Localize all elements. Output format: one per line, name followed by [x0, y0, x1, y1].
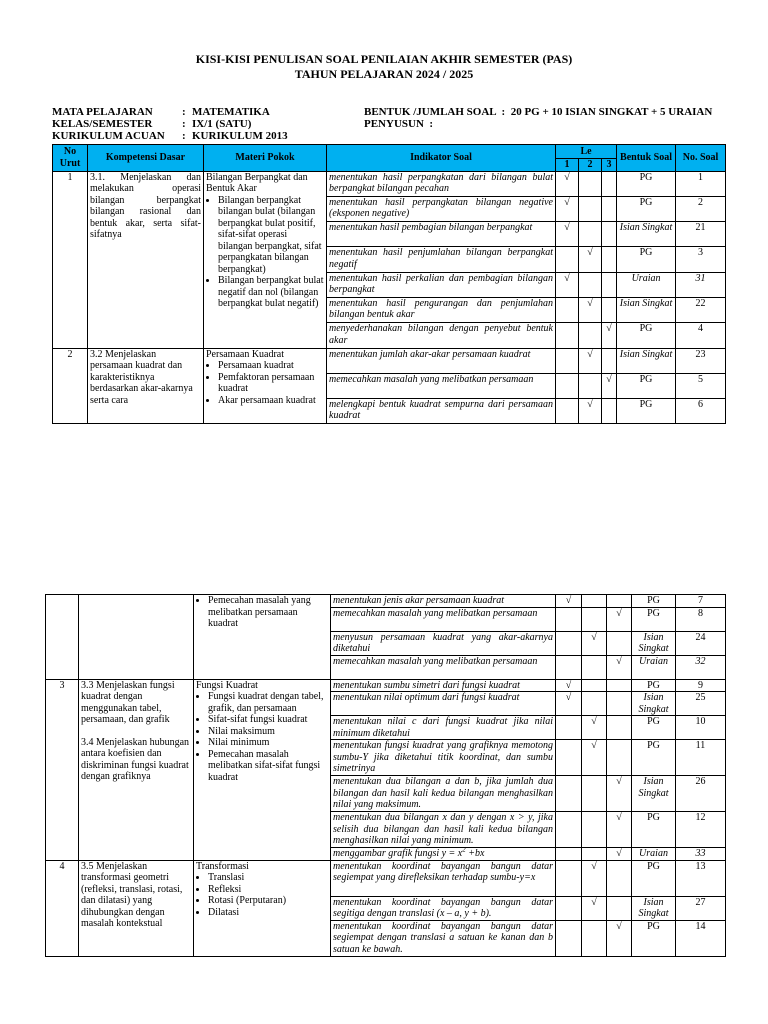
level-2-check	[582, 679, 607, 692]
level-2-check: √	[579, 297, 602, 322]
bentuk-soal: PG	[632, 679, 676, 692]
level-1-check	[556, 776, 582, 812]
level-1-check	[556, 607, 582, 631]
materi-item: • Nilai minimum	[208, 737, 328, 749]
indikator-soal: menentukan koordinat bayangan bangun datar segiempat yang direfleksikan terhadap sumbu-y=x	[331, 860, 556, 896]
level-1-check	[556, 740, 582, 776]
level-1-check	[556, 896, 582, 920]
level-2-check	[579, 373, 602, 398]
level-3-check	[607, 692, 632, 716]
meta-kelas: KELAS/SEMESTER : IX/1 (SATU)	[52, 118, 252, 130]
level-2-check	[582, 595, 607, 608]
bentuk-soal: Isian Singkat	[617, 348, 676, 373]
meta-bentuk: BENTUK /JUMLAH SOAL : 20 PG + 10 ISIAN SINGKAT + 5 URAIAN	[364, 106, 713, 118]
materi-item: • Fungsi kuadrat dengan tabel, grafik, dan persamaan	[208, 691, 328, 714]
table-row	[53, 171, 726, 196]
materi-item: • Pemecahan masalah yang melibatkan persamaan kuadrat	[208, 595, 328, 630]
bentuk-soal: Isian Singkat	[632, 776, 676, 812]
level-1-check: √	[556, 595, 582, 608]
bentuk-soal: PG	[632, 812, 676, 848]
bentuk-soal: PG	[617, 171, 676, 196]
level-2-check: √	[582, 631, 607, 655]
bentuk-soal: Uraian	[632, 848, 676, 861]
bentuk-soal: Uraian	[632, 655, 676, 679]
level-2-check	[579, 196, 602, 221]
header-kompetensi: Kompetensi Dasar	[88, 145, 204, 172]
level-1-check	[556, 655, 582, 679]
nomor-soal: 7	[676, 595, 726, 608]
level-3-check: √	[607, 655, 632, 679]
level-3-check: √	[602, 323, 617, 348]
level-2-check: √	[579, 348, 602, 373]
nomor-soal: 26	[676, 776, 726, 812]
level-1-check	[556, 812, 582, 848]
level-3-check	[602, 222, 617, 247]
level-1-check	[556, 297, 579, 322]
nomor-soal: 11	[676, 740, 726, 776]
materi-pokok: Fungsi Kuadrat • Fungsi kuadrat dengan tabel, grafik, dan persamaan • Sifat-sifat fungsi kuadrat • Nilai maksimum • Nilai minimum • Pemecahan masalah melibatkan sifat-sifat fungsi kuadrat	[194, 679, 331, 860]
materi-item: • Sifat-sifat fungsi kuadrat	[208, 714, 328, 726]
nomor-soal: 32	[676, 655, 726, 679]
header-level-3: 3	[602, 159, 617, 172]
nomor-soal: 14	[676, 920, 726, 956]
level-1-check: √	[556, 196, 579, 221]
level-3-check	[607, 896, 632, 920]
bentuk-soal: Isian Singkat	[617, 297, 676, 322]
kisi-kisi-table-page2	[45, 594, 726, 957]
nomor-soal: 24	[676, 631, 726, 655]
bentuk-soal: PG	[632, 920, 676, 956]
nomor-soal: 31	[676, 272, 726, 297]
level-2-check: √	[582, 860, 607, 896]
indikator-soal: menentukan hasil pembagian bilangan berpangkat	[327, 222, 556, 247]
level-2-check	[582, 776, 607, 812]
indikator-soal: menentukan koordinat bayangan bangun datar segitiga dengan translasi (x – a, y + b).	[331, 896, 556, 920]
level-2-check	[579, 323, 602, 348]
materi-pokok: Transformasi • Translasi • Refleksi • Rotasi (Perputaran) • Dilatasi	[194, 860, 331, 956]
level-2-check	[579, 171, 602, 196]
row-number: 2	[53, 348, 88, 423]
kisi-kisi-table-page1	[52, 144, 726, 424]
nomor-soal: 25	[676, 692, 726, 716]
level-3-check	[602, 398, 617, 423]
level-2-check: √	[579, 398, 602, 423]
kompetensi-3-3: 3.3 Menjelaskan fungsi kuadrat dengan menggunakan tabel, persamaan, dan grafik	[81, 679, 175, 725]
materi-item: • Bilangan berpangkat bilangan bulat (bilangan berpangkat bulat positif, sifat-sifat operasi bilangan berpangkat, sifat perpangkatan bilangan berpangkat)	[218, 195, 324, 276]
indikator-soal: menggambar grafik fungsi $y = x^2 +bx$	[331, 848, 556, 861]
nomor-soal: 23	[676, 348, 726, 373]
level-2-check: √	[582, 740, 607, 776]
level-3-check: √	[607, 848, 632, 861]
level-2-check	[582, 607, 607, 631]
kompetensi-dasar: 3.2 Menjelaskan persamaan kuadrat dan karakteristiknya berdasarkan akar-akarnya serta cara	[88, 348, 204, 423]
table-row	[53, 348, 726, 373]
header-materi: Materi Pokok	[204, 145, 327, 172]
document-title: KISI-KISI PENULISAN SOAL PENILAIAN AKHIR SEMESTER (PAS)	[195, 52, 573, 66]
level-2-check: √	[579, 247, 602, 272]
bentuk-soal: Isian Singkat	[632, 896, 676, 920]
indikator-soal: menentukan hasil perpangkatan bilangan negative (eksponen negative)	[327, 196, 556, 221]
nomor-soal: 8	[676, 607, 726, 631]
materi-item: • Dilatasi	[208, 907, 328, 919]
level-3-check	[602, 272, 617, 297]
nomor-soal: 6	[676, 398, 726, 423]
header-level-2: 2	[579, 159, 602, 172]
bentuk-soal: Uraian	[617, 272, 676, 297]
indikator-soal: menentukan nilai c dari fungsi kuadrat jika nilai minimum diketahui	[331, 716, 556, 740]
materi-item: • Persamaan kuadrat	[218, 360, 324, 372]
table-row	[46, 595, 726, 608]
nomor-soal: 13	[676, 860, 726, 896]
indikator-soal: menentukan hasil perkalian dan pembagian bilangan berpangkat	[327, 272, 556, 297]
level-2-check: √	[582, 896, 607, 920]
bentuk-soal: Isian Singkat	[632, 631, 676, 655]
level-3-check: √	[607, 920, 632, 956]
level-1-check: √	[556, 171, 579, 196]
nomor-soal: 27	[676, 896, 726, 920]
level-1-check	[556, 398, 579, 423]
indikator-soal: memecahkan masalah yang melibatkan persamaan	[331, 655, 556, 679]
level-3-check	[602, 297, 617, 322]
indikator-soal: menyederhanakan bilangan dengan penyebut bentuk akar	[327, 323, 556, 348]
nomor-soal: 3	[676, 247, 726, 272]
nomor-soal: 10	[676, 716, 726, 740]
level-1-check	[556, 716, 582, 740]
level-3-check	[607, 860, 632, 896]
row-number: 4	[46, 860, 79, 956]
indikator-soal: melengkapi bentuk kuadrat sempurna dari persamaan kuadrat	[327, 398, 556, 423]
header-indikator: Indikator Soal	[327, 145, 556, 172]
table-row	[46, 679, 726, 692]
materi-pokok: Persamaan Kuadrat • Persamaan kuadrat • Pemfaktoran persamaan kuadrat • Akar persamaan kuadrat	[204, 348, 327, 423]
level-1-check	[556, 373, 579, 398]
indikator-soal: memecahkan masalah yang melibatkan persamaan	[331, 607, 556, 631]
materi-item: • Nilai maksimum	[208, 726, 328, 738]
meta-penyusun: PENYUSUN :	[364, 118, 436, 130]
indikator-soal: menentukan nilai optimum dari fungsi kuadrat	[331, 692, 556, 716]
indikator-soal: memecahkan masalah yang melibatkan persamaan	[327, 373, 556, 398]
indikator-soal: menentukan hasil penjumlahan bilangan berpangkat negatif	[327, 247, 556, 272]
indikator-soal: menentukan dua bilangan a dan b, jika jumlah dua bilangan dan hasil kali kedua bilangan menghasilkan nilai yang maksimum.	[331, 776, 556, 812]
bentuk-soal: Isian Singkat	[617, 222, 676, 247]
materi-pokok	[194, 595, 331, 680]
row-number: 1	[53, 171, 88, 348]
level-1-check: √	[556, 692, 582, 716]
bentuk-soal: PG	[632, 607, 676, 631]
bentuk-soal: PG	[632, 716, 676, 740]
level-2-check	[582, 812, 607, 848]
level-3-check	[607, 716, 632, 740]
level-2-check	[582, 655, 607, 679]
table-row	[46, 860, 726, 896]
level-2-check	[582, 920, 607, 956]
indikator-soal: menentukan fungsi kuadrat yang grafiknya memotong sumbu-Y jika diketahui titik koordinat, dan sumbu simetrinya	[331, 740, 556, 776]
meta-kurikulum: KURIKULUM ACUAN : KURIKULUM 2013	[52, 130, 288, 142]
header-level-1: 1	[556, 159, 579, 172]
bentuk-soal: PG	[617, 196, 676, 221]
materi-item: • Bilangan berpangkat bulat negatif dan nol (bilangan berpangkat bulat negatif)	[218, 275, 324, 310]
level-1-check: √	[556, 272, 579, 297]
bentuk-soal: PG	[617, 247, 676, 272]
level-3-check: √	[602, 373, 617, 398]
materi-item: • Akar persamaan kuadrat	[218, 395, 324, 407]
level-1-check	[556, 848, 582, 861]
nomor-soal: 33	[676, 848, 726, 861]
level-3-check	[602, 247, 617, 272]
bentuk-soal: PG	[617, 373, 676, 398]
kompetensi-dasar: 3.1. Menjelaskan dan melakukan operasi bilangan berpangkat bilangan rasional dan bentuk akar, serta sifat-sifatnya	[88, 171, 204, 348]
nomor-soal: 12	[676, 812, 726, 848]
indikator-soal: menentukan jumlah akar-akar persamaan kuadrat	[327, 348, 556, 373]
level-1-check: √	[556, 679, 582, 692]
kompetensi-3-4: 3.4 Menjelaskan hubungan antara koefisien dan diskriminan fungsi kuadrat dengan grafiknya	[81, 736, 190, 782]
kompetensi-dasar: 3.5 Menjelaskan transformasi geometri (refleksi, translasi, rotasi, dan dilatasi) yang dihubungkan dengan masalah kontekstual	[79, 860, 194, 956]
indikator-soal: menentukan hasil pengurangan dan penjumlahan bilangan bentuk akar	[327, 297, 556, 322]
level-1-check	[556, 920, 582, 956]
bentuk-soal: PG	[632, 595, 676, 608]
level-3-check: √	[607, 607, 632, 631]
level-2-check	[582, 692, 607, 716]
materi-item: • Pemecahan masalah melibatkan sifat-sifat fungsi kuadrat	[208, 749, 328, 784]
level-2-check	[579, 222, 602, 247]
level-3-check	[602, 171, 617, 196]
bentuk-soal: Isian Singkat	[632, 692, 676, 716]
row-number	[46, 595, 79, 680]
indikator-soal: menentukan hasil perpangkatan dari bilangan bulat berpangkat bilangan pecahan	[327, 171, 556, 196]
level-1-check	[556, 348, 579, 373]
kompetensi-dasar	[79, 679, 194, 860]
materi-item: • Pemfaktoran persamaan kuadrat	[218, 372, 324, 395]
row-number: 3	[46, 679, 79, 860]
level-3-check	[607, 679, 632, 692]
indikator-soal: menentukan sumbu simetri dari fungsi kuadrat	[331, 679, 556, 692]
indikator-soal: menentukan dua bilangan x dan y dengan x > y, jika selisih dua bilangan dan hasil kali kedua bilangan menghasilkan nilai yang minimum.	[331, 812, 556, 848]
bentuk-soal: PG	[632, 860, 676, 896]
header-level: Le	[556, 145, 617, 159]
header-no-urut: No Urut	[53, 145, 88, 172]
indikator-soal: menentukan jenis akar persamaan kuadrat	[331, 595, 556, 608]
materi-pokok: Bilangan Berpangkat dan Bentuk Akar • Bilangan berpangkat bilangan bulat (bilangan berpangkat bulat positif, sifat-sifat operasi bilangan berpangkat, sifat perpangkatan bilangan berpangkat) • Bilangan berpangkat bulat negatif dan nol (bilangan berpangkat bulat negatif)	[204, 171, 327, 348]
kompetensi-dasar	[79, 595, 194, 680]
level-3-check	[602, 348, 617, 373]
level-2-check	[579, 272, 602, 297]
level-1-check	[556, 247, 579, 272]
nomor-soal: 2	[676, 196, 726, 221]
bentuk-soal: PG	[632, 740, 676, 776]
bentuk-soal: PG	[617, 398, 676, 423]
indikator-soal: menentukan koordinat bayangan bangun datar segiempat dengan translasi a satuan ke kanan dan b satuan ke bawah.	[331, 920, 556, 956]
meta-mapel: MATA PELAJARAN : MATEMATIKA	[52, 106, 270, 118]
level-1-check	[556, 631, 582, 655]
materi-item: • Translasi	[208, 872, 328, 884]
level-1-check	[556, 323, 579, 348]
indikator-soal: menyusun persamaan kuadrat yang akar-akarnya diketahui	[331, 631, 556, 655]
nomor-soal: 21	[676, 222, 726, 247]
nomor-soal: 4	[676, 323, 726, 348]
nomor-soal: 22	[676, 297, 726, 322]
level-3-check: √	[607, 812, 632, 848]
header-bentuk: Bentuk Soal	[617, 145, 676, 172]
nomor-soal: 5	[676, 373, 726, 398]
level-3-check	[602, 196, 617, 221]
level-3-check	[607, 740, 632, 776]
level-3-check: √	[607, 776, 632, 812]
document-subtitle: TAHUN PELAJARAN 2024 / 2025	[294, 67, 474, 81]
materi-item: • Rotasi (Perputaran)	[208, 895, 328, 907]
level-3-check	[607, 595, 632, 608]
level-1-check: √	[556, 222, 579, 247]
level-2-check: √	[582, 716, 607, 740]
bentuk-soal: PG	[617, 323, 676, 348]
header-no-soal: No. Soal	[676, 145, 726, 172]
materi-item: • Refleksi	[208, 884, 328, 896]
nomor-soal: 1	[676, 171, 726, 196]
nomor-soal: 9	[676, 679, 726, 692]
level-3-check	[607, 631, 632, 655]
level-2-check	[582, 848, 607, 861]
level-1-check	[556, 860, 582, 896]
